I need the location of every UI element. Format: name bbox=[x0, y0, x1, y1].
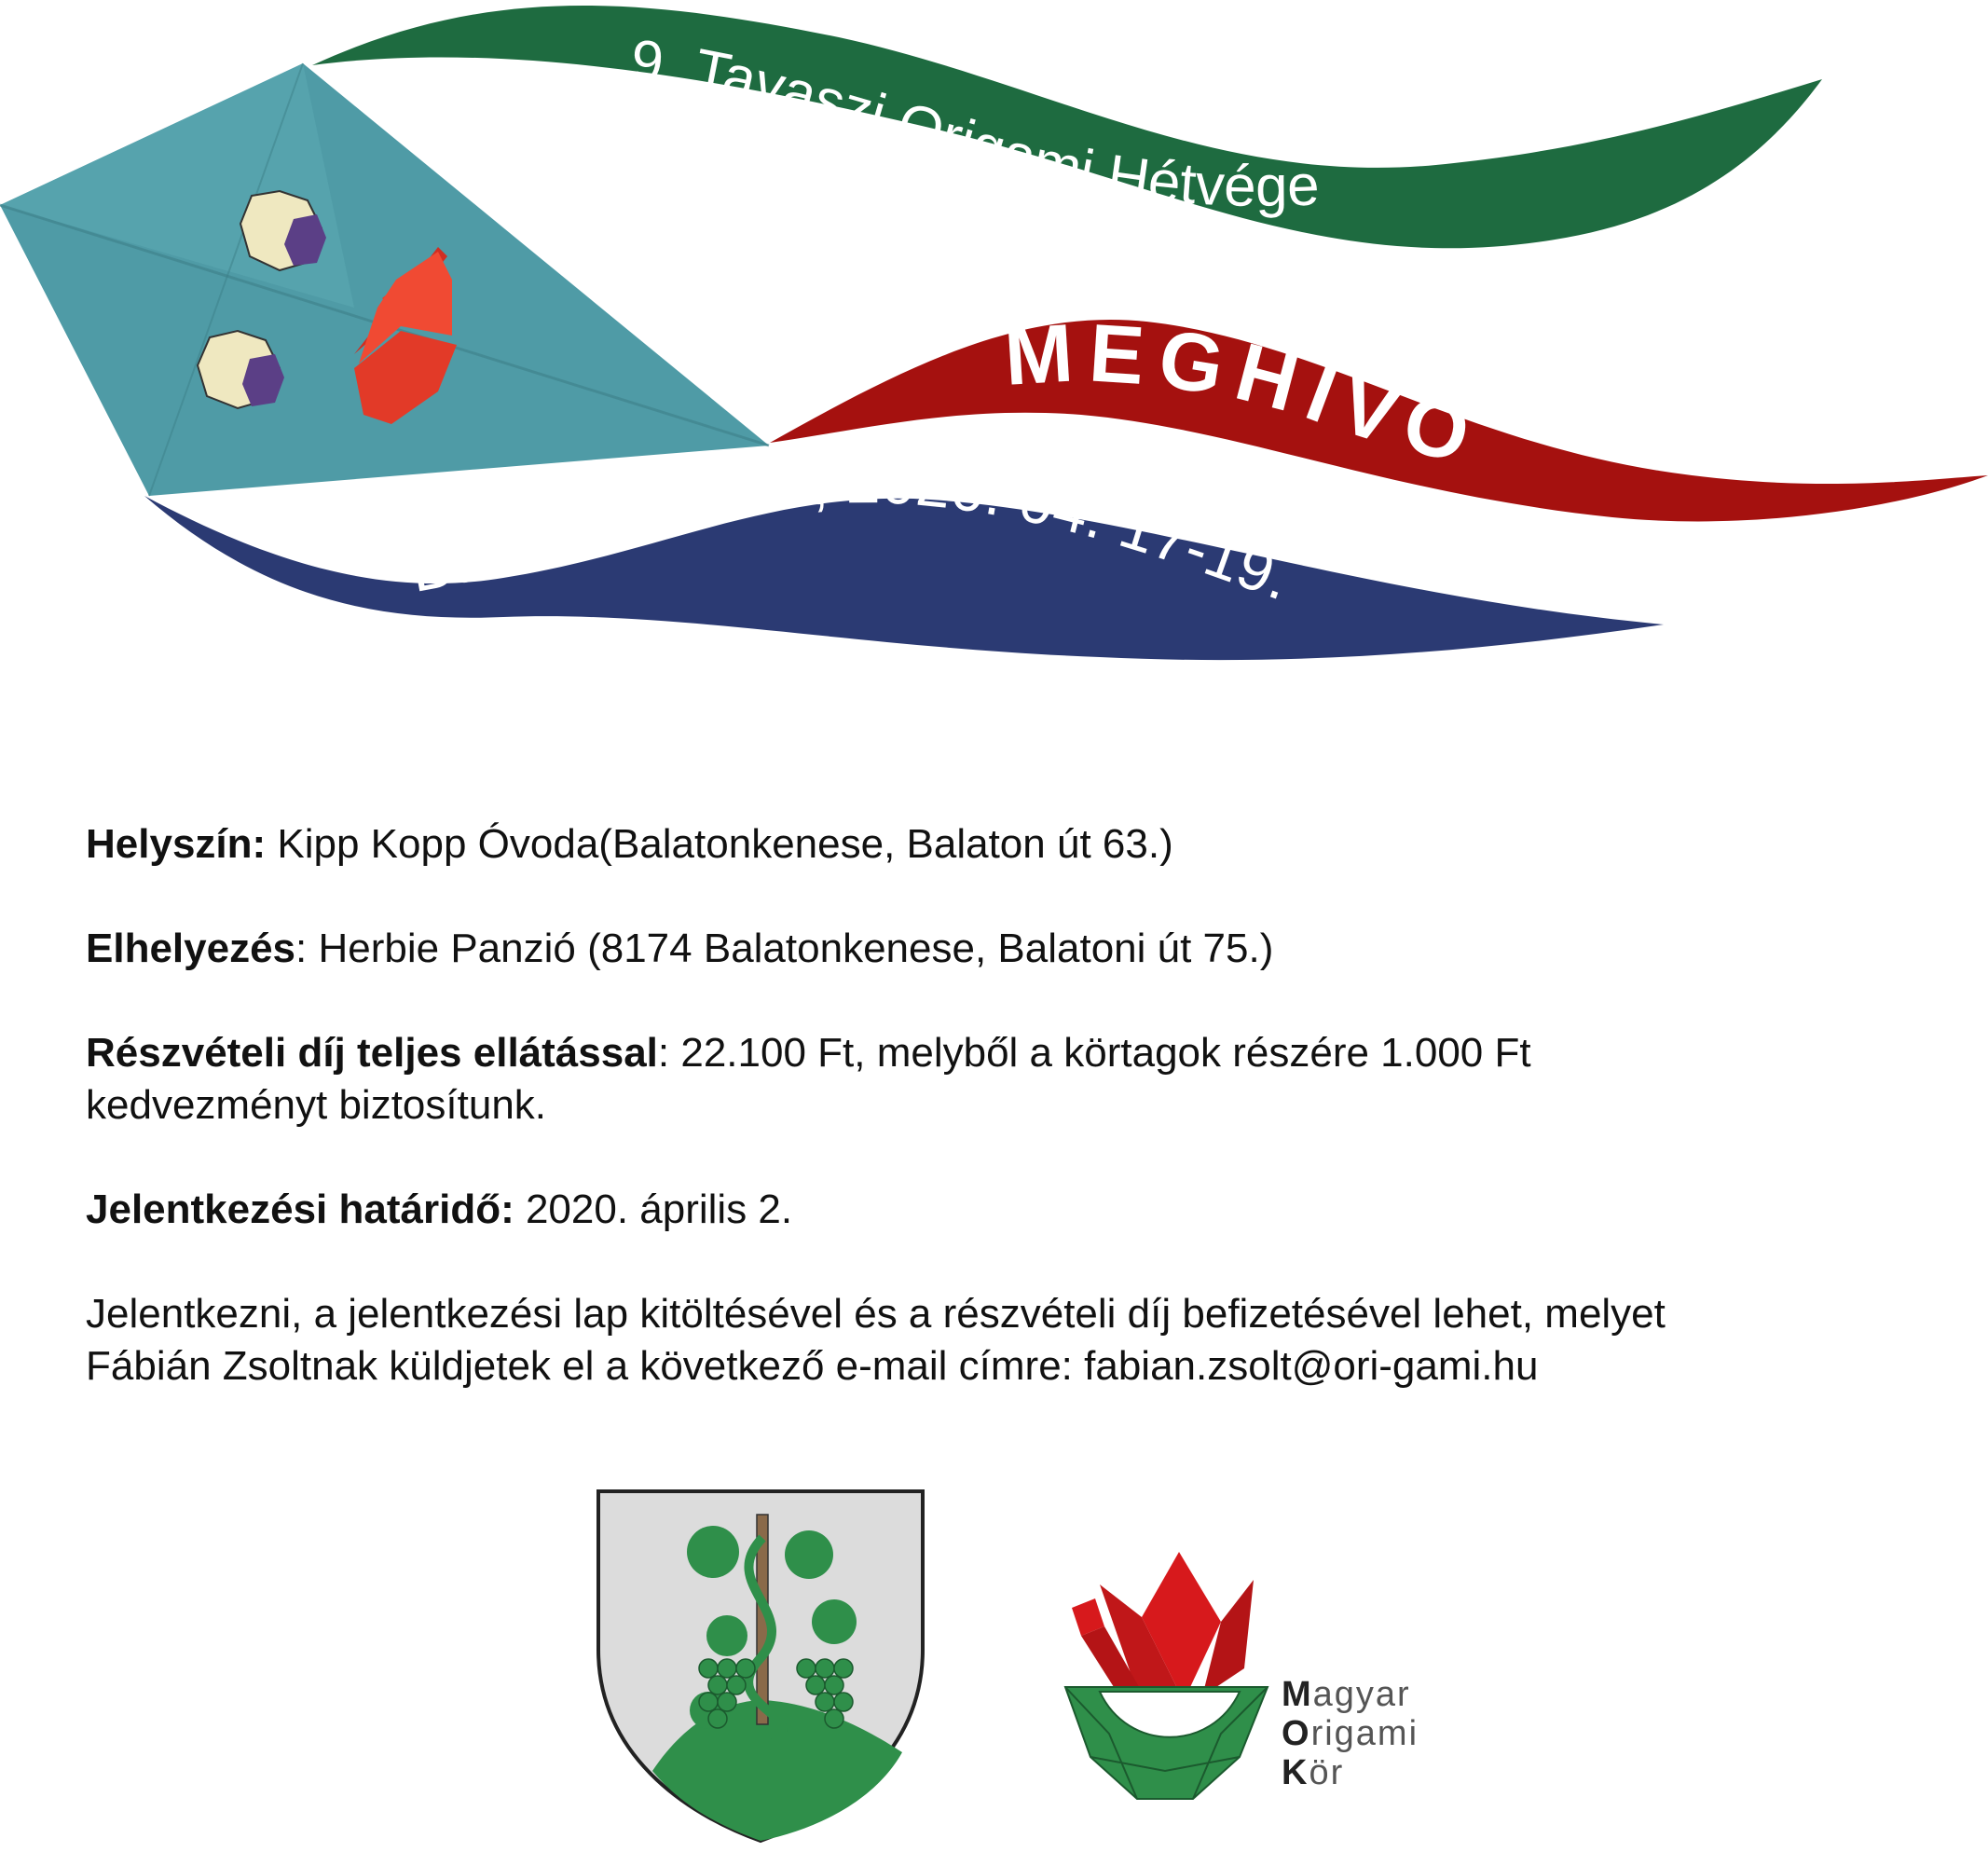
location-value: Kipp Kopp Óvoda(Balatonkenese, Balaton út 63.) bbox=[266, 821, 1173, 867]
deadline-row bbox=[86, 1184, 1931, 1236]
accommodation-value: : Herbie Panzió (8174 Balatonkenese, Balatoni út 75.) bbox=[295, 926, 1274, 971]
header-graphic bbox=[0, 0, 1988, 690]
origami-crane-icon bbox=[1072, 1552, 1254, 1701]
location-row bbox=[86, 818, 1931, 871]
origami-bowl-icon bbox=[1065, 1687, 1268, 1799]
logos-row bbox=[0, 1482, 1988, 1845]
mok-word-magyar: agyar bbox=[1312, 1675, 1411, 1714]
fee-label: Részvételi díj teljes ellátással bbox=[86, 1030, 658, 1076]
svg-text:Magyar bbox=[1282, 1675, 1411, 1714]
blue-banner-title: Balatonkenese, 2020. 04. 17-19. bbox=[404, 446, 1300, 613]
fee-row bbox=[86, 1027, 1745, 1132]
svg-text:9. Tavaszi Origami Hétvége bbox=[627, 28, 1320, 219]
green-banner-title: 9. Tavaszi Origami Hétvége bbox=[627, 28, 1321, 219]
signup-instructions bbox=[86, 1288, 1931, 1392]
deadline-label: Jelentkezési határidő: bbox=[86, 1187, 514, 1232]
mok-initial-o: O bbox=[1282, 1714, 1311, 1753]
mok-initial-k: K bbox=[1282, 1753, 1309, 1792]
svg-text:Kör bbox=[1282, 1753, 1344, 1792]
coat-of-arms-icon bbox=[598, 1491, 923, 1841]
mok-initial-m: M bbox=[1282, 1675, 1313, 1714]
red-banner-title: MEGHÍVÓ bbox=[1001, 305, 1490, 483]
fee-value: : 22.100 Ft, melyből a körtagok részére 1.000 Ft kedvezményt biztosítunk. bbox=[86, 1030, 1531, 1128]
deadline-value: 2020. április 2. bbox=[514, 1187, 793, 1232]
blue-banner bbox=[144, 496, 1664, 660]
kite-icon bbox=[0, 63, 769, 496]
green-banner bbox=[312, 6, 1822, 248]
accommodation-label: Elhelyezés bbox=[86, 926, 296, 971]
invitation-details bbox=[86, 818, 1931, 1445]
svg-text:MEGHÍVÓ bbox=[1002, 306, 1490, 483]
location-label: Helyszín: bbox=[86, 821, 267, 867]
magyar-origami-kor-logo bbox=[1065, 1552, 1419, 1799]
mok-word-origami: rigami bbox=[1310, 1714, 1419, 1753]
signup-line-1: Jelentkezni, a jelentkezési lap kitöltésével és a részvételi díj befizetésével lehet, melyet bbox=[86, 1291, 1666, 1337]
accommodation-row bbox=[86, 923, 1931, 975]
mok-word-kor: ör bbox=[1309, 1753, 1345, 1792]
svg-text:Origami bbox=[1282, 1714, 1419, 1753]
signup-line-2: Fábián Zsoltnak küldjetek el a következő e-mail címre: fabian.zsolt@ori-gami.hu bbox=[86, 1343, 1539, 1389]
